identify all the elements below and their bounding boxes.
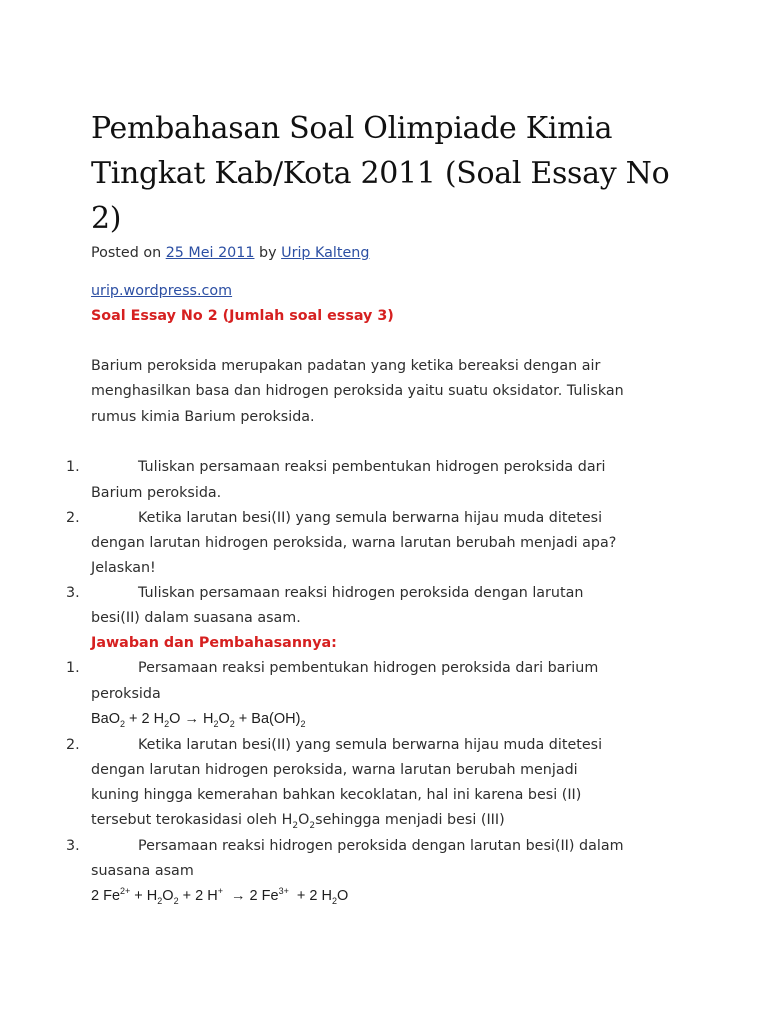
- posted-on-label: Posted on: [91, 245, 162, 261]
- answer-line: Ketika larutan besi(II) yang semula berwarna hijau muda ditetesi: [138, 737, 603, 753]
- by-label: by: [259, 245, 277, 261]
- intro-line: Barium peroksida merupakan padatan yang ketika bereaksi dengan air: [91, 358, 601, 374]
- question-line: Tuliskan persamaan reaksi hidrogen peroksida dengan larutan: [138, 585, 584, 601]
- answer-number: 3.: [66, 838, 80, 854]
- question-line: Ketika larutan besi(II) yang semula berwarna hijau muda ditetesi: [138, 510, 603, 526]
- answer-line: kuning hingga kemerahan bahkan kecoklatan, hal ini karena besi (II): [91, 787, 582, 803]
- question-number: 3.: [66, 585, 80, 601]
- intro-line: rumus kimia Barium peroksida.: [91, 409, 315, 425]
- question-number: 1.: [66, 459, 80, 475]
- author-link[interactable]: Urip Kalteng: [281, 245, 370, 261]
- page-title: Pembahasan Soal Olimpiade Kimia Tingkat Kab/Kota 2011 (Soal Essay No 2): [91, 111, 670, 236]
- source-link[interactable]: urip.wordpress.com: [91, 283, 233, 299]
- question-line: dengan larutan hidrogen peroksida, warna larutan berubah menjadi apa?: [91, 535, 617, 551]
- answer-line: dengan larutan hidrogen peroksida, warna larutan berubah menjadi: [91, 762, 578, 778]
- reaction-formula-3: 2 $Fe^{2+} + H_2O_2 + 2$ H+ → 2 $Fe^{3+} + 2$ $H_2O$: [91, 886, 349, 906]
- post-meta: [91, 245, 369, 261]
- answer-line: Persamaan reaksi hidrogen peroksida dengan larutan besi(II) dalam: [138, 838, 624, 854]
- post-date-link[interactable]: 25 Mei 2011: [165, 245, 255, 261]
- reaction-formula-1: BaO$_2$ + 2 $H_2O \to H_2O_2 + Ba(OH)_2$: [91, 711, 306, 729]
- question-number: 2.: [66, 510, 80, 526]
- intro-line: menghasilkan basa dan hidrogen peroksida yaitu suatu oksidator. Tuliskan: [91, 383, 624, 399]
- question-line: Tuliskan persamaan reaksi pembentukan hidrogen peroksida dari: [138, 459, 606, 475]
- answer-line: tersebut terokasidasi oleh $H_2O_2sehingga$ menjadi besi (III): [91, 812, 505, 831]
- answer-line: Persamaan reaksi pembentukan hidrogen peroksida dari barium: [138, 660, 599, 676]
- soal-heading: Soal Essay No 2 (Jumlah soal essay 3): [91, 308, 394, 324]
- question-line: Jelaskan!: [91, 560, 156, 576]
- question-line: Barium peroksida.: [91, 485, 222, 501]
- answer-number: 1.: [66, 660, 80, 676]
- answers-heading: Jawaban dan Pembahasannya:: [91, 635, 337, 651]
- answer-line: peroksida: [91, 686, 161, 702]
- question-line: besi(II) dalam suasana asam.: [91, 610, 301, 626]
- answer-line: suasana asam: [91, 863, 194, 879]
- answer-number: 2.: [66, 737, 80, 753]
